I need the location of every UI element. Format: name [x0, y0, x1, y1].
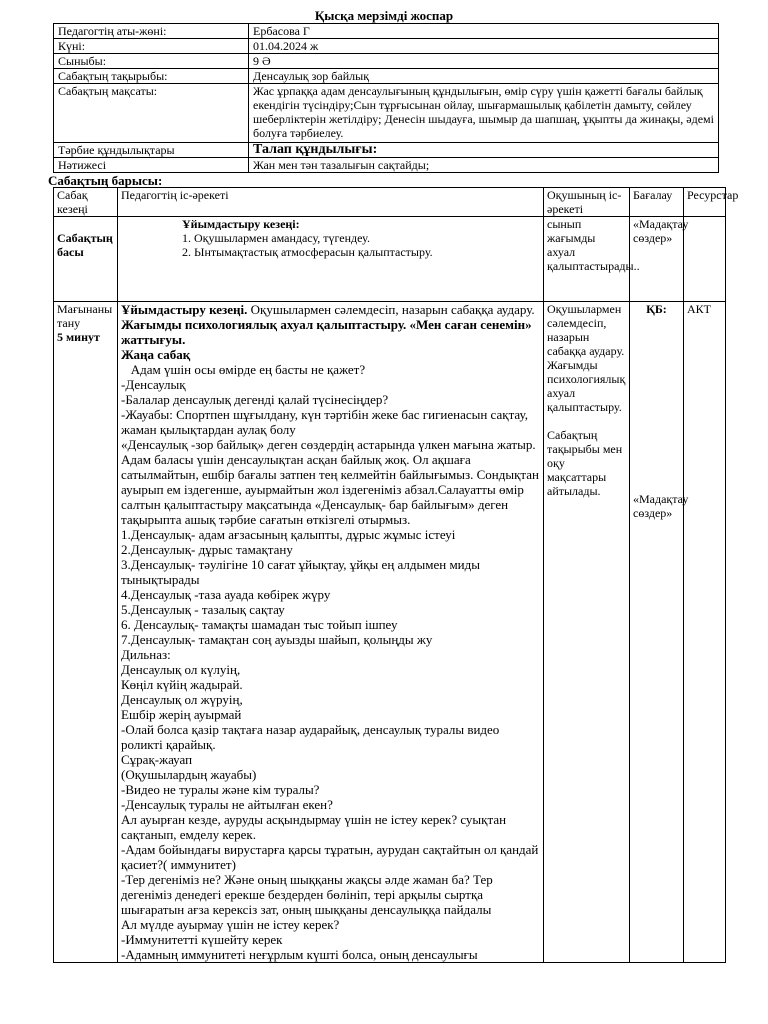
lesson-line: (Оқушылардың жауабы)	[121, 767, 257, 782]
lesson-line: -Адам бойындағы вирустарға қарсы тұратын, аурудан сақтайтын ол қандай қасиет?( иммунитет)	[121, 842, 542, 872]
header-teacher: Педагогтің іс-әрекеті	[118, 188, 544, 217]
section-title: Сабақтың барысы:	[48, 173, 163, 188]
page-title: Қысқа мерзімді жоспар	[314, 8, 454, 23]
info-row	[54, 143, 719, 158]
info-row	[54, 24, 719, 39]
lesson-row-start	[54, 217, 726, 302]
stage-cell	[54, 302, 118, 963]
lesson-line: Денсаулық ол күлуің,	[121, 662, 241, 677]
assess-cell	[630, 302, 689, 963]
assess-label: ҚБ:	[646, 302, 667, 316]
info-row	[54, 69, 719, 84]
teacher-cell	[118, 217, 544, 302]
lesson-line: 2.Денсаулық- дұрыс тамақтану	[121, 542, 293, 557]
intro-bold: Ұйымдастыру кезеңі.	[121, 302, 248, 317]
info-value: 9 Ә	[249, 54, 719, 69]
intro-rest: Оқушылармен сәлемдесіп, назарын сабаққа аудару.	[247, 302, 535, 317]
lesson-line: Дильназ:	[121, 647, 171, 662]
info-value: Жан мен тән тазалығын сақтайды;	[249, 158, 719, 173]
info-value: 01.04.2024 ж	[249, 39, 719, 54]
assess-text: «Мадақтау сөздер»	[633, 492, 689, 520]
lesson-line: 5.Денсаулық - тазалық сақтау	[121, 602, 285, 617]
info-label: Тәрбие құндылықтары	[54, 143, 249, 158]
lesson-line: Сұрақ-жауап	[121, 752, 193, 767]
lesson-line: 7.Денсаулық- тамақтан соң ауызды шайып, қолыңды жу	[121, 632, 433, 647]
lesson-line: -Тер дегеніміз не? Және оның шыққаны жақсы әлде жаман ба? Тер дегеніміз денедегі ерекше бездерден бөлініп, тері арқылы сыртқа шығаратын ағза керексіз зат, оның шыққаны денсаулыққа пайдалы	[121, 872, 496, 917]
info-value: Талап құндылығы:	[249, 143, 719, 158]
stage-cell: Сабақтың басы	[54, 217, 118, 302]
header-row	[54, 188, 726, 217]
resource-cell: АКТ	[684, 302, 726, 963]
lesson-line: «Денсаулық -зор байлық» деген сөздердің астарында үлкен мағына жатыр. Адам баласы үшін денсаулықтан асқан байлық жоқ. Ол ақшаға сатылмайтын, ешбір бағалы затпен тең келмейтін байлығымыз. Сондықтан ауырып ем іздегенше, ауырмайтын жол іздегеніміз абзал.Салауатты өмір салтын қалыптастыру мақсатында «Денсаулық- бар байлығым» деген тақырыпта ашық тәрбие сағатын өткізгелі отырмыз.	[121, 437, 543, 527]
header-assess: Бағалау	[630, 188, 684, 217]
lesson-line: -Жауабы: Спортпен шұғылдану, күн тәртібін жеке бас гигиенасын сақтау, жаман қылықтардан аулақ болу	[121, 407, 532, 437]
lesson-line: 4.Денсаулық -таза ауада көбірек жүру	[121, 587, 331, 602]
intro-paragraph	[121, 302, 540, 317]
teacher-line: 2. Ынтымақтастық атмосферасын қалыптастыру.	[182, 245, 433, 259]
teacher-cell	[118, 302, 544, 963]
lesson-line: Көңіл күйің жадырай.	[121, 677, 243, 692]
lesson-line: -Видео не туралы және кім туралы?	[121, 782, 320, 797]
stage-duration: 5 минут	[57, 330, 100, 344]
info-label: Сыныбы:	[54, 54, 249, 69]
student-cell: сынып жағымды ахуал қалыптастырады..	[544, 217, 630, 302]
lesson-line: -Олай болса қазір тақтаға назар аударайық, денсаулық туралы видео роликті қарайық.	[121, 722, 503, 752]
lesson-line: Ешбір жерің ауырмай	[121, 707, 242, 722]
psych-heading: Жағымды психологиялық ахуал қалыптастыру. «Мен саған сенемін» жаттығуы.	[121, 317, 532, 347]
lesson-line: -Адамның иммунитеті неғұрлым күшті болса, оның денсаулығы	[121, 947, 478, 962]
lesson-line: Ал ауырған кезде, ауруды асқындырмау үшін не істеу керек? суықтан сақтанып, емделу керек.	[121, 812, 510, 842]
lesson-line: 6. Денсаулық- тамақты шамадан тыс тойып ішпеу	[121, 617, 398, 632]
info-row	[54, 158, 719, 173]
header-student: Оқушының іс-әрекеті	[544, 188, 630, 217]
info-row	[54, 39, 719, 54]
resource-cell	[684, 217, 726, 302]
info-label: Сабақтың тақырыбы:	[54, 69, 249, 84]
lesson-line: -Денсаулық туралы не айтылған екен?	[121, 797, 333, 812]
assess-cell: «Мадақтау сөздер»	[630, 217, 684, 302]
lesson-line: Ал мүлде ауырмау үшін не істеу керек?	[121, 917, 340, 932]
student-text: Сабақтың тақырыбы мен оқу мақсаттары айтылады.	[547, 428, 623, 498]
new-lesson-heading: Жаңа сабақ	[121, 347, 191, 362]
header-stage: Сабақ кезеңі	[54, 188, 118, 217]
lesson-line: Денсаулық ол жүруің,	[121, 692, 243, 707]
info-table	[53, 23, 719, 173]
info-value: Денсаулық зор байлық	[249, 69, 719, 84]
info-label: Сабақтың мақсаты:	[54, 84, 249, 143]
info-label: Нәтижесі	[54, 158, 249, 173]
lesson-line: -Иммунитетті күшейту керек	[121, 932, 283, 947]
lesson-line: 3.Денсаулық- тәулігіне 10 сағат ұйықтау, ұйқы ең алдымен миды тынықтырады	[121, 557, 484, 587]
lesson-line: -Денсаулық	[121, 377, 186, 392]
teacher-title: Ұйымдастыру кезеңі:	[182, 217, 300, 231]
info-label: Педагогтің аты-жөні:	[54, 24, 249, 39]
stage-name: Мағынаны тану	[57, 302, 113, 330]
info-value: Жас ұрпаққа адам денсаулығының құндылығын, өмір сүру үшін қажетті бағалы байлық екендігін түсіндіру;Сын тұрғысынан ойлау, шығармашылық қабілетін дамыту, сөйлеу шеберліктерін жетілдіру; Денесін шыдауға, шымыр да шапшаң, ұқыпты да жинақы, әдемі болуға тәрбиелеу.	[249, 84, 719, 143]
info-row	[54, 54, 719, 69]
info-label: Күні:	[54, 39, 249, 54]
info-value: Ербасова Г	[249, 24, 719, 39]
lesson-line: -Балалар денсаулық дегенді қалай түсінесіңдер?	[121, 392, 389, 407]
lesson-row-main	[54, 302, 726, 963]
info-row	[54, 84, 719, 143]
lesson-lines	[121, 362, 543, 962]
lesson-line: 1.Денсаулық- адам ағзасының қалыпты, дұрыс жұмыс істеуі	[121, 527, 456, 542]
lesson-table	[53, 187, 739, 963]
header-resource: Ресурстар	[684, 188, 726, 217]
student-text: Оқушылармен сәлемдесіп, назарын сабаққа аудару. Жағымды психологиялық ахуал қалыптастыру.	[547, 302, 626, 414]
lesson-line: Адам үшін осы өмірде ең басты не қажет?	[121, 362, 366, 377]
teacher-line: 1. Оқушылармен амандасу, түгендеу.	[182, 231, 370, 245]
student-cell	[544, 302, 630, 963]
